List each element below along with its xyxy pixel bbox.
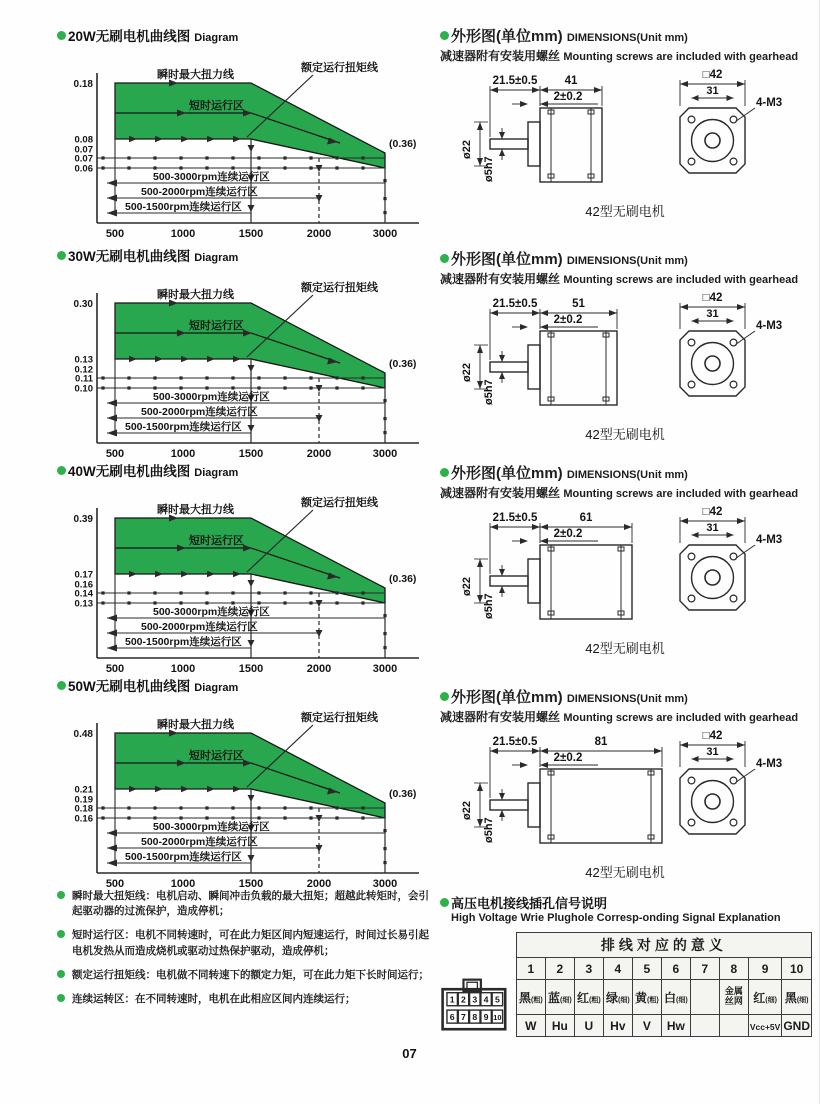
signal-cell <box>690 1015 719 1037</box>
color-name: 绿 <box>605 990 618 1005</box>
dimension-title <box>440 25 815 46</box>
signal-cell: Hu <box>545 1015 574 1037</box>
wire-gauge: (细) <box>618 996 630 1004</box>
pin-number-cell: 7 <box>690 958 719 980</box>
dim-title-en: DIMENSIONS(Unit mm) <box>566 469 688 481</box>
svg-text:0.07: 0.07 <box>74 144 93 156</box>
pin-number-cell: 2 <box>545 958 574 980</box>
svg-text:(0.36): (0.36) <box>389 138 417 150</box>
dimension-section-4 <box>440 686 815 888</box>
svg-text:额定运行扭矩线: 额定运行扭矩线 <box>301 712 378 724</box>
svg-text:21.5±0.5: 21.5±0.5 <box>492 75 538 87</box>
svg-text:4-M3: 4-M3 <box>756 97 783 109</box>
svg-text:1500: 1500 <box>238 228 264 240</box>
section-bullet-icon <box>57 681 66 690</box>
color-name: 黑 <box>784 990 797 1005</box>
wire-color-cell <box>603 980 632 1015</box>
svg-text:0.39: 0.39 <box>73 514 93 525</box>
chart-title-en: Diagram <box>194 252 239 264</box>
chart-title <box>57 460 435 480</box>
section-bullet-icon <box>440 468 449 477</box>
section-bullet-icon <box>57 31 66 40</box>
dim-sub-en: Mounting screws are included with gearhead <box>563 712 799 724</box>
svg-text:2±0.2: 2±0.2 <box>553 91 583 103</box>
dimension-subtitle <box>440 270 815 287</box>
section-bullet-icon <box>440 692 449 701</box>
svg-text:瞬时最大扭力线: 瞬时最大扭力线 <box>157 289 234 301</box>
svg-text:2000: 2000 <box>306 228 332 240</box>
svg-text:2000: 2000 <box>306 448 332 460</box>
svg-text:0.19: 0.19 <box>74 794 93 806</box>
wiring-section <box>440 893 812 1037</box>
svg-text:□42: □42 <box>702 292 723 304</box>
pin-number-cell: 6 <box>661 958 690 980</box>
dim-title-en: DIMENSIONS(Unit mm) <box>566 255 688 267</box>
svg-text:ø5h7: ø5h7 <box>483 379 495 405</box>
svg-text:500-2000rpm连续运行区: 500-2000rpm连续运行区 <box>141 186 258 198</box>
svg-text:500: 500 <box>105 878 125 890</box>
svg-text:1000: 1000 <box>170 448 196 460</box>
svg-text:61: 61 <box>579 512 593 524</box>
note-item <box>57 992 439 1007</box>
svg-text:500-3000rpm连续运行区: 500-3000rpm连续运行区 <box>153 606 270 618</box>
dimension-title <box>440 686 815 707</box>
dimension-section-2 <box>440 248 815 450</box>
svg-text:500: 500 <box>105 663 125 675</box>
wire-gauge: (粗) <box>589 996 601 1004</box>
svg-text:短时运行区: 短时运行区 <box>189 100 244 112</box>
svg-text:2: 2 <box>461 994 466 1005</box>
dim-title-cn: 外形图(单位mm) <box>451 689 563 706</box>
chart-title-en: Diagram <box>194 467 239 479</box>
dim-title-cn: 外形图(单位mm) <box>451 251 563 268</box>
chart-title-en: Diagram <box>194 682 239 694</box>
signal-cell: U <box>574 1015 603 1037</box>
outline-drawing <box>440 64 815 222</box>
dim-sub-en: Mounting screws are included with gearhead <box>563 274 799 286</box>
dim-title-en: DIMENSIONS(Unit mm) <box>566 32 688 44</box>
note-bullet-icon <box>57 891 65 899</box>
svg-text:ø22: ø22 <box>461 140 473 159</box>
svg-text:1: 1 <box>449 994 455 1005</box>
torque-speed-chart <box>57 480 429 678</box>
note-item <box>57 968 439 983</box>
dim-sub-cn: 减速器附有安装用螺丝 <box>440 272 561 286</box>
wire-color-cell <box>545 980 574 1015</box>
signal-cell: Hw <box>661 1015 690 1037</box>
dimension-subtitle <box>440 484 815 501</box>
svg-text:0.48: 0.48 <box>73 729 93 740</box>
color-name: 白 <box>663 990 676 1005</box>
svg-text:0.08: 0.08 <box>74 134 93 146</box>
svg-text:3000: 3000 <box>372 663 398 675</box>
svg-text:2000: 2000 <box>306 878 332 890</box>
svg-text:4-M3: 4-M3 <box>756 534 783 546</box>
svg-text:0.17: 0.17 <box>74 569 93 581</box>
svg-text:4: 4 <box>483 994 489 1005</box>
chart-title-cn: 40W无刷电机曲线图 <box>68 464 191 479</box>
svg-text:0.13: 0.13 <box>74 354 93 366</box>
pin-number-cell: 8 <box>719 958 748 980</box>
svg-text:ø5h7: ø5h7 <box>483 156 495 182</box>
pin-number-cell: 5 <box>632 958 661 980</box>
outline-drawing <box>440 287 815 445</box>
section-bullet-icon <box>440 31 449 40</box>
chart-title-cn: 30W无刷电机曲线图 <box>68 249 191 264</box>
svg-text:短时运行区: 短时运行区 <box>189 320 244 332</box>
svg-text:10: 10 <box>493 1013 502 1023</box>
dim-title-cn: 外形图(单位mm) <box>451 465 563 482</box>
svg-text:(0.36): (0.36) <box>389 788 417 800</box>
chart-title <box>57 675 435 695</box>
svg-text:21.5±0.5: 21.5±0.5 <box>492 512 538 524</box>
wire-color-cell <box>782 980 812 1015</box>
svg-text:3000: 3000 <box>372 448 398 460</box>
svg-text:500-3000rpm连续运行区: 500-3000rpm连续运行区 <box>153 821 270 833</box>
chart-section-40w <box>57 460 435 683</box>
pin-number-cell: 9 <box>748 958 782 980</box>
svg-text:0.30: 0.30 <box>73 299 93 310</box>
note-bullet-icon <box>57 994 65 1002</box>
svg-text:41: 41 <box>564 75 578 87</box>
outline-drawing <box>440 725 815 883</box>
note-text: 连续运转区：在不同转速时，电机在此相应区间内连续运行； <box>72 993 356 1006</box>
svg-text:ø22: ø22 <box>461 801 473 820</box>
chart-section-30w <box>57 245 435 468</box>
torque-speed-chart <box>57 45 429 243</box>
wire-color-cell <box>516 980 545 1015</box>
svg-text:□42: □42 <box>702 506 723 518</box>
svg-text:1500: 1500 <box>238 663 264 675</box>
note-text: 瞬时最大扭矩线：电机启动、瞬间冲击负载的最大扭矩；超越此转矩时，会引起驱动器的过流保护，造成停机； <box>72 890 429 918</box>
svg-text:42型无刷电机: 42型无刷电机 <box>585 641 665 656</box>
section-bullet-icon <box>57 251 66 260</box>
svg-text:0.18: 0.18 <box>73 79 93 90</box>
svg-text:1500: 1500 <box>238 448 264 460</box>
svg-text:3: 3 <box>472 994 478 1005</box>
svg-text:1000: 1000 <box>170 228 196 240</box>
svg-text:□42: □42 <box>702 730 723 742</box>
svg-text:42型无刷电机: 42型无刷电机 <box>585 865 665 880</box>
note-text: 短时运行区：电机不同转速时，可在此力矩区间内短速运行，时间过长易引起电机发热从而造成烧机或驱动过热保护驱动，造成停机； <box>72 929 429 957</box>
svg-text:500: 500 <box>105 228 125 240</box>
svg-text:21.5±0.5: 21.5±0.5 <box>492 736 538 748</box>
pin-number-cell: 4 <box>603 958 632 980</box>
svg-text:0.10: 0.10 <box>74 383 93 395</box>
svg-text:额定运行扭矩线: 额定运行扭矩线 <box>301 282 378 294</box>
dimension-title <box>440 248 815 269</box>
signal-cell: V <box>632 1015 661 1037</box>
chart-title-cn: 50W无刷电机曲线图 <box>68 679 191 694</box>
wire-gauge: (细) <box>676 996 688 1004</box>
wire-gauge: (细) <box>796 996 809 1004</box>
svg-text:500-3000rpm连续运行区: 500-3000rpm连续运行区 <box>153 171 270 183</box>
svg-text:0.18: 0.18 <box>74 803 93 815</box>
pin-number-cell: 1 <box>516 958 545 980</box>
signal-cell: GND <box>782 1015 812 1037</box>
signal-cell: Vcc+5V <box>748 1015 782 1037</box>
wire-gauge: (粗) <box>647 996 659 1004</box>
svg-text:2±0.2: 2±0.2 <box>553 528 583 540</box>
svg-text:500-2000rpm连续运行区: 500-2000rpm连续运行区 <box>141 621 258 633</box>
svg-text:ø22: ø22 <box>461 363 473 382</box>
wire-color-cell: 金属 丝网 <box>719 980 748 1015</box>
dim-sub-cn: 减速器附有安装用螺丝 <box>440 710 561 724</box>
svg-text:0.16: 0.16 <box>74 579 93 591</box>
svg-text:ø22: ø22 <box>461 577 473 596</box>
svg-text:0.21: 0.21 <box>74 784 93 796</box>
svg-text:31: 31 <box>706 522 719 534</box>
svg-text:500-1500rpm连续运行区: 500-1500rpm连续运行区 <box>125 636 242 648</box>
wire-gauge: (细) <box>765 996 777 1004</box>
dimension-subtitle <box>440 47 815 64</box>
wire-color-cell <box>748 980 782 1015</box>
svg-text:2±0.2: 2±0.2 <box>553 314 583 326</box>
svg-text:2000: 2000 <box>306 663 332 675</box>
svg-text:500: 500 <box>105 448 125 460</box>
wiring-title <box>440 893 812 912</box>
wire-color-cell <box>632 980 661 1015</box>
dimension-section-3 <box>440 462 815 664</box>
note-bullet-icon <box>57 970 65 978</box>
dim-sub-en: Mounting screws are included with gearhead <box>563 51 799 63</box>
wiring-table-title: 排线对应的意义 <box>516 933 811 958</box>
section-bullet-icon <box>440 254 449 263</box>
svg-text:2±0.2: 2±0.2 <box>553 752 583 764</box>
note-text: 额定运行扭矩线：电机做不同转速下的额定力矩，可在此力矩下长时间运行； <box>72 968 429 981</box>
torque-speed-chart <box>57 695 429 893</box>
svg-text:31: 31 <box>706 308 719 320</box>
svg-text:500-2000rpm连续运行区: 500-2000rpm连续运行区 <box>141 836 258 848</box>
section-bullet-icon <box>440 898 449 907</box>
wiring-title-cn: 高压电机接线插孔信号说明 <box>451 896 608 911</box>
svg-text:1000: 1000 <box>170 878 196 890</box>
svg-text:4-M3: 4-M3 <box>756 320 783 332</box>
svg-text:ø5h7: ø5h7 <box>483 817 495 843</box>
svg-text:0.13: 0.13 <box>74 598 93 610</box>
svg-text:500-3000rpm连续运行区: 500-3000rpm连续运行区 <box>153 391 270 403</box>
svg-text:瞬时最大扭力线: 瞬时最大扭力线 <box>157 504 234 516</box>
color-name: 红 <box>576 990 589 1005</box>
svg-text:0.06: 0.06 <box>74 163 93 175</box>
dim-sub-cn: 减速器附有安装用螺丝 <box>440 49 561 63</box>
pin-number-cell: 3 <box>574 958 603 980</box>
chart-title-cn: 20W无刷电机曲线图 <box>68 29 191 44</box>
svg-text:瞬时最大扭力线: 瞬时最大扭力线 <box>157 719 234 731</box>
svg-text:1500: 1500 <box>238 878 264 890</box>
color-name: 黄 <box>634 990 647 1005</box>
svg-text:8: 8 <box>472 1012 478 1023</box>
svg-text:500-1500rpm连续运行区: 500-1500rpm连续运行区 <box>125 851 242 863</box>
color-name: 红 <box>753 990 766 1005</box>
svg-text:ø5h7: ø5h7 <box>483 593 495 619</box>
wiring-title-en: High Voltage Wrie Plughole Corresp-onding Signal Explanation <box>451 912 781 924</box>
wire-color-cell <box>690 980 719 1015</box>
svg-text:短时运行区: 短时运行区 <box>189 535 244 547</box>
connector-plug-icon <box>440 971 508 1037</box>
svg-text:51: 51 <box>572 298 585 310</box>
svg-text:9: 9 <box>483 1012 489 1023</box>
wiring-table <box>516 932 812 1037</box>
svg-text:1000: 1000 <box>170 663 196 675</box>
wire-color-cell <box>661 980 690 1015</box>
svg-text:(0.36): (0.36) <box>389 358 417 370</box>
chart-title <box>57 245 435 265</box>
svg-text:5: 5 <box>494 994 500 1005</box>
signal-cell: W <box>516 1015 545 1037</box>
svg-text:0.14: 0.14 <box>74 588 93 600</box>
svg-text:3000: 3000 <box>372 878 398 890</box>
svg-text:额定运行扭矩线: 额定运行扭矩线 <box>301 62 378 74</box>
svg-text:额定运行扭矩线: 额定运行扭矩线 <box>301 497 378 509</box>
note-bullet-icon <box>57 930 65 938</box>
svg-text:6: 6 <box>449 1012 455 1023</box>
wire-gauge: (细) <box>560 996 572 1004</box>
chart-section-50w <box>57 675 435 898</box>
svg-text:7: 7 <box>461 1012 466 1023</box>
torque-speed-chart <box>57 265 429 463</box>
chart-title <box>57 25 435 45</box>
svg-text:短时运行区: 短时运行区 <box>189 750 244 762</box>
chart-title-en: Diagram <box>194 32 239 44</box>
svg-text:0.11: 0.11 <box>75 373 93 385</box>
note-item <box>57 928 439 958</box>
dim-title-cn: 外形图(单位mm) <box>451 28 563 45</box>
svg-text:81: 81 <box>594 736 608 748</box>
svg-text:31: 31 <box>706 746 719 758</box>
svg-text:4-M3: 4-M3 <box>756 758 783 770</box>
svg-text:瞬时最大扭力线: 瞬时最大扭力线 <box>157 69 234 81</box>
svg-text:3000: 3000 <box>372 228 398 240</box>
svg-text:0.16: 0.16 <box>74 813 93 825</box>
color-name: 蓝 <box>547 990 560 1005</box>
svg-text:500-1500rpm连续运行区: 500-1500rpm连续运行区 <box>125 421 242 433</box>
section-bullet-icon <box>57 466 66 475</box>
chart-section-20w <box>57 25 435 248</box>
wiring-body <box>440 932 812 1037</box>
color-name: 黑 <box>518 990 531 1005</box>
dim-title-en: DIMENSIONS(Unit mm) <box>566 693 688 705</box>
dim-sub-en: Mounting screws are included with gearhead <box>563 488 799 500</box>
svg-text:42型无刷电机: 42型无刷电机 <box>585 427 665 442</box>
page-number: 07 <box>402 1046 417 1061</box>
svg-text:0.07: 0.07 <box>74 153 93 165</box>
outline-drawing <box>440 501 815 659</box>
svg-text:(0.36): (0.36) <box>389 573 417 585</box>
wire-color-cell <box>574 980 603 1015</box>
signal-cell: Hv <box>603 1015 632 1037</box>
signal-cell <box>719 1015 748 1037</box>
svg-text:42型无刷电机: 42型无刷电机 <box>585 204 665 219</box>
svg-text:500-1500rpm连续运行区: 500-1500rpm连续运行区 <box>125 201 242 213</box>
svg-text:0.12: 0.12 <box>74 364 93 376</box>
svg-text:500-2000rpm连续运行区: 500-2000rpm连续运行区 <box>141 406 258 418</box>
dim-sub-cn: 减速器附有安装用螺丝 <box>440 486 561 500</box>
svg-text:31: 31 <box>706 85 719 97</box>
wire-gauge: (粗) <box>531 996 543 1004</box>
pin-number-cell: 10 <box>782 958 812 980</box>
svg-text:21.5±0.5: 21.5±0.5 <box>492 298 538 310</box>
dimension-section-1 <box>440 25 815 227</box>
dimension-subtitle <box>440 708 815 725</box>
dimension-title <box>440 462 815 483</box>
notes-section <box>57 889 439 1016</box>
note-item <box>57 889 439 919</box>
svg-text:□42: □42 <box>702 69 723 81</box>
